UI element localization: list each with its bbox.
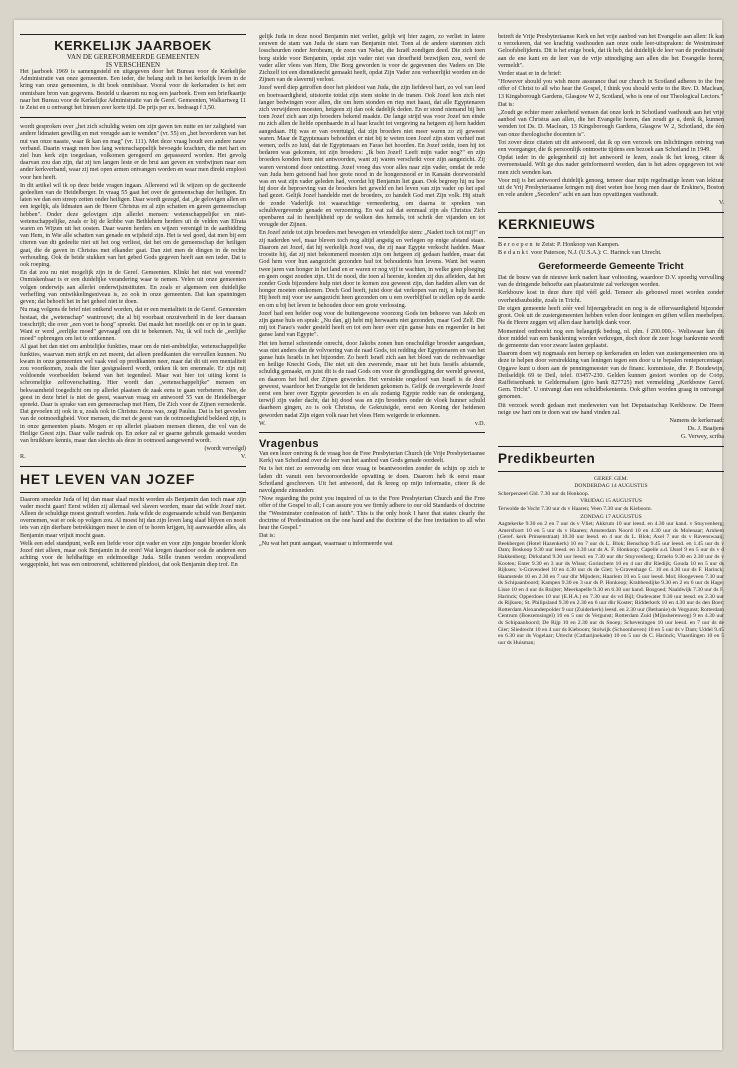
- article-paragraph: En dat zou nu niet mogelijk zijn in de Geref. Gemeenten. Klinkt het niet wat vreemd? Onmiskenbaar is er een duidelijke verandering waar te nemen. Velen uit onze gemeenten volgen onderwijs aan allerlei onderwijsinstituten. En zoals er algemeen een duidelijke verheffing van ontwikkelingsniveau is, zo ook in onze gemeenten. Dat kan spanningen geven; dat behoeft het in het geheel niet te doen.: [20, 270, 246, 306]
- jozef-paragraph: Welk een edel standpunt, welk een liefde voor zijn vader en voor zijn jongste broeder klonk Jozef niet alleen, maar ook Benjamin in de oren! Wat kregen daardoor ook de anderen een achting voor de heldhaftige en edelmoedige Juda. Stille tranen werden onopvallend weggepinkt, het was een ontroerend, schitterend pleidooi, dat ook Benjamin diep trof. En: [20, 540, 246, 569]
- vragenbus-paragraph: betreft de Vrije Presbyteriaanse Kerk en het vrije aanbod van het Evangelie aan allen: Ik kan u verzekeren, dat we krachtig vasthouden aan onze oude leer-uitspraken: de Westminster Geloofsbelijdenis. Dit is het enige boek, dat ik heb, dat duidelijk de leer van de predestinatie aan de ene kant en de leer van de vrije uitnodiging aan allen die het Evangelie horen, vermeldt".: [498, 34, 724, 69]
- jaarboek-announcement: [20, 34, 246, 118]
- jozef-paragraph: gelijk Juda in deze nood Benjamin niet verliet, gelijk wij hier zagen, zo verliet in latere eeuwen de stam van Juda de stam van Benjamin niet. Toen al de andere stammen zich losscheurden onder Jerobeam, de zoon van Nebat, die Israël zondigen deed. Die zich toen borg stelde voor Benjamin, opdat zijn vader niet van droefheid bezwijken zou, werd de vader aller vlees van Hem, Die Borg geworden is voor de gegevenen des Vaders en Die Zichzelf tot een dienstknecht gemaakt heeft, opdat Zijn Vader zou verheerlijkt worden en de Zijnen van de slavernij verlost.: [259, 34, 485, 84]
- divider: [259, 432, 485, 433]
- bedankt-label: Bedankt: [498, 249, 530, 256]
- vragenbus-paragraph: Van een lezer ontving ik de vraag hoe de Free Presbyterian Church (de Vrije Presbyteriaanse Kerk) van Schotland over de leer van het aanbod van Gods genade oordeelt.: [259, 450, 485, 465]
- article-paragraph: Nu mag volgens de brief niet ontkend worden, dat er een mentaliteit in de Geref. Gemeenten bestaat, die „wetenschap" wantrouwt; die al bij voorbaat onzuiverheid in de leer daaraan toeschrijft; die over „een voet te hoog" spreekt. Dat maakt het moeilijk om er op in te gaan. Want er werd „eerlijke moed" gevraagd om dit te bekennen. Nu, ik wil toch de „eerlijke moed" opbrengen om het te ontkennen.: [20, 307, 246, 343]
- divider: [498, 471, 724, 472]
- signature-left: R.: [20, 454, 26, 461]
- signature-right: V.: [240, 454, 246, 461]
- jozef-paragraph: Jozef werd diep getroffen door het pleidooi van Juda, die zijn liefdevol hart, zo vol van leed en boetvaardigheid, uitstortte totdat zijn stem stokte in de tranen. Ook Jozef kon zich niet langer bedwingen voor allen, die om hem stonden en riep met haast, dat alle Egyptenaren zich verwijderen moesten, hetgeen zij dan ook dadelijk deden. En er stond niemand bij hen toen Jozef zich aan zijn broeders bekend maakte. De lange strijd was voor Jozef ten einde nu zich allen de liefde openbaarde in al haar kracht tot vergeving na hetgeen zij hem hadden aangedaan. Hij was er van overtuigd, dat zijn broeders niet meer waren zo zij geweest waren. Maar de Egyptenaars behoefden er niet bij te weten toen Jozef zijn stem verhief met wenen, zelfs zo luid, dat de Egyptenaars en Farao het hoorden. En Jozef zeide, toen hij tot bedaren was gekomen, tot zijn broeders: „Ik ben Jozef! Leeft mijn vader nog?" en zijn broeders konden hem niet antwoorden, want zij waren verschrikt voor zijn aangezicht. Zij waren verstomd door ontzetting. Jozef vroeg dus voor alles naar zijn vader, omdat de rede van Juda hem getoond had hoe grote nood in de hongersnood er in Kanaän doorworsteld was en wat zijn vader geleden had, voordat hij Benjamin liet gaan. Ook begreep hij nu hoe hij door de beproeving van de broeders het geweld en het leven van zijn vader op het spel had gezet. Gelijk Jozef handelde met de broeders, zo handelt God met Zijn volk. Hij straft de zonde Vaderlijk tot waarachtige verneedering, om daarna te spreken van schuldvergevende genade en verzoening. En wat zal dat eenmaal zijn als Christus Zich openbaren zal in heerlijkheid op de wolken des hemels, tot schrik der vijanden en tot vreugde der Zijnen.: [259, 85, 485, 229]
- jozef-paragraph: En Jozef zeide tot zijn broeders met bewogen en vriendelijke stem: „Nadert toch tot mij!" en zij naderden wel, maar bleven toch nog altijd angstig en verlegen op enige afstand staan. Daarom zei Jozef, dat hij werkelijk Jozef was, die zij naar Egypte verkocht hadden. Maar troostte hij, dat zij niet bekommerd moesten zijn om hetgeen zij gedaan hadden, maar dat God hem voor hun aangezicht gezonden had tot behoudenis hun levens. Want het waren twee jaren van honger in het land en er waren er nog vijf te wachten, in welke geen ploeging en geen oogst zouden zijn. Uit de nood, die toen al heerste, konden zij dus afleiden, dat het zonder Gods bijzondere hulp niet door te komen zou geweest zijn, dan hadden allen van de honger moeten omkomen. Doch God heeft, juist door dat verkopen van mij, u hulp bereid. Hij heeft mij voor uw aangezicht heen gezonden om u een overblijfsel te stellen op de aarde en om u bij het leven te behouden door een grote verlossing.: [259, 230, 485, 309]
- signatory-1: Ds. J. Baaijens: [687, 426, 724, 433]
- divider: [498, 237, 724, 238]
- column-1: [20, 34, 246, 571]
- vragenbus-paragraph: Dat is:: [498, 101, 515, 108]
- jaarboek-body: Het jaarboek 1969 is samengesteld en uitgegeven door het Bureau voor de Kerkelijke Administratie van onze gemeenten. Een ieder, die belang stelt in het kerkelijk leven in de kring van onze gemeenten, is dit boek onmisbaar. Vooral voor de kerkeraden is het een onmisbare bron van gegevens. Besteld u daarom nu nog een jaarboek. Even een briefkaartje naar het Bureau voor de Kerkelijke Administratie van de Geref. Gemeenten, Walkartweg 11 te Zeist en u ontvangt het binnen zeer korte tijd. De prijs per ex. bedraagt f 3,50.: [20, 69, 246, 112]
- predik-org: GEREF. GEM.: [594, 475, 628, 482]
- vragenbus-signature: V.: [718, 200, 724, 207]
- beroepen-line: [498, 242, 724, 249]
- beroepen-text: te Zeist: P. Honkoop van Kampen.: [535, 241, 620, 248]
- jozef-paragraph: Jozef had een helder oog voor de buitengewone voorzorg Gods ten behoeve van Jakob en zijn ganse huis en sprak: „Nu dan, gij hebt mij herwaarts niet gezonden, maar God Zelf. Die mij tot Farao's vader gesteld heeft en tot een heer over zijn ganse huis en regeerder in het ganse land van Egypte".: [259, 310, 485, 339]
- predik-entry: Scherpenzeel Gld. 7.30 uur ds Honkoop.: [498, 490, 590, 497]
- divider: [20, 492, 246, 493]
- divider: [498, 212, 724, 213]
- jozef-signature: [259, 421, 485, 428]
- namens-line: Namens de kerkeraad:: [669, 417, 724, 424]
- vragenbus-paragraph: Verder staat er in de brief:: [498, 71, 562, 78]
- column-3: [498, 34, 724, 647]
- kerknieuws-title: KERKNIEUWS: [498, 216, 596, 232]
- predik-day: ZONDAG 17 AUGUSTUS: [580, 513, 642, 520]
- tricht-paragraph: Daarom doen wij nogmaals een beroep op kerkeraden en leden van zustergemeenten ons in deze te helpen door verstrekking van leningen tegen een door u te bepalen rentepercentage. Opgave kunt u doen aan de penningmeester van de financ. kommissie, dhr. P. Boudewijn, Deilseldijk 69 te Deil, telef. 03457-230. Gelden kunnen gestort worden op de Coöp. Raiffeisenbank te Geldermalsen (giro bank 827725) met vermelding „Kerkbouw Geref. Gem. Tricht". U ontvangt dan een schuldbekentenis. Ook giften worden graag in ontvangst genomen.: [498, 351, 724, 401]
- jaarboek-subtitle: VAN DE GEREFORMEERDE GEMEENTEN: [66, 53, 200, 61]
- vragenbus-quote: "However should you wish more assurance that our church in Scotland adheres to the free offer of Christ to all who hear the Gospel, I think you should write to the Rev. D. Maclean, 13 Kingsborough Gardens, Glasgow W 2, Scotland, who is one of our Theological Lectors.": [498, 79, 724, 100]
- tricht-paragraph: Kerkbouw kost in deze dure tijd véél geld. Temeer als gebouwd moet worden zonder overheidssubsidie, zoals in Tricht.: [498, 290, 724, 304]
- jozef-paragraph: Daarom smeekte Juda of hij dan maar slaaf mocht worden als Benjamin dan toch maar zijn vader mocht gaan! Eerst wilden zij allemaal wel slaven worden, maar dat wilde Jozef niet. Alleen de schuldige moest gestraft worden. Juda wilde de zogenaamde schuld van Benjamin overnemen, wat er ook op volgen zou. Al moest hij dan zijn leven lang slaaf blijven en nooit iets van zijn dierbare betrekkingen meer te zien of te horen krijgen, hij aanvaardde alles, als Benjamin maar vrijuit mocht gaan.: [20, 496, 246, 539]
- predik-list: Aagtekerke 9.30 en 2 en 7 uur ds v Vliet; Akkrum 10 uur leesd. en 4.30 uur kand. v Stuyvenberg; Amersfoort 10 en 5 uur ds v Haaren; Amsterdam Noord 10 en 4.30 uur ds Molenaar; Arnhem (Geref. kerk Prinsenstraat) 10.30 uur leesd. en 4 uur ds L. Blok; Axel 7 uur ds v Ravenswaaij; Beekbergen (Hotel Hazenkerk) 10 en 7 uur ds L. Blok; Benschop 9.45 uur leesd. en 1.45 uur ds v Dam; Boskoop 9.30 uur leesd. en 3.30 uur ds A. F. Honkoop; Capelle a.d. IJssel 9 en 5 uur ds v d Hakkenberg; Dirksland 9.30 uur leesd. en 7.30 uur dhr Stuyvenberg; Ermelo 9.30 en 2.30 uur ds v Kooten; Enter 9.30 en 3 uur ds Wisse; Gorinchem 10 en 4 uur dhr Riedijk; Gouda 10 en 5 uur ds Rijksen; 's-Gravendeel 10 en 4.30 uur ds de Gier; 's-Gravenhage C. 10 en 4.30 uur ds F. Harinck; Haamstede 10 en 2.30 en 7 uur dhr Mijnders; Haarlem 10 en 5 uur leesd. Mol; Hoogeveen 7.30 uur ds Schipaanboord; Kampen 9.30 en 3 uur ds P. Honkoop; Krabbendijke 9.30 en 2 en 6 uur ds Hage; Lisse 10 en 4 uur ds Ruijter; Meerkapelle 9.30 en 6.30 uur kand. Bosgoed; Naaldwijk 7.30 uur ds F. Harinck; Opperdoes 10 uur (E.H.A.) en 7.30 uur ds vd Bijl; Oudewater 9.30 uur leesd. en 2.30 uur ds Rijksen; St. Philipsland 9.30 en 2.30 en 6 uur dhr Koster; Ridderkerk 10 en 4.30 uur ds den Boer; Rotterdam Alexanderpolder 9 uur (Zuiderkerk) leesd. en 2.30 uur (Bethanie) ds Vergunst; Rotterdam Centrum (Boezemsingel) 10 en 5 uur ds Vergunst; Rotterdam Zuid (Mijnsherenweg) 9 en 4.30 uur ds Schipaanboord; De Rijp 10 en 2.30 uur ds Snoep; Scheveningen 10 uur leesd. en 7 uur ds de Gier; Sliedrecht 10 en 4 uur ds Kieboom; Stolwijk (Schoonhoven) 10 en 5 uur ds v Dam; Uddel 9.45 en 6.30 uur ds Vogelaar; Utrecht (Catharijnekade) 10 en 5 uur ds C. Harinck; Vlaardingen 10 en 5 uur ds Huisman;: [498, 521, 724, 646]
- vragenbus-paragraph: Dat is:: [259, 533, 276, 540]
- tricht-title: Gereformeerde Gemeente Tricht: [538, 261, 684, 273]
- tricht-paragraph: De eigen gemeente heeft zéér veel bijeengebracht en nog is de offervaardigheid bijzonder groot. Ook uit de zustergemeenten hebben velen door leningen en giften willen meehelpen. Na de Heere zeggen wij allen daar hartelijk dank voor.: [498, 305, 724, 327]
- beroepen-label: Beroepen: [498, 241, 535, 248]
- bedankt-line: [498, 250, 724, 257]
- jaarboek-title: KERKELIJK JAARBOEK: [54, 38, 212, 53]
- signatory-2: G. Verwey, scriba: [680, 434, 724, 441]
- signature-right: v.D.: [474, 420, 485, 427]
- tricht-paragraph: Dit verzoek wordt gedaan met medeweten van het Deputaatschap Kerkbouw. De Heere neige uw hart om te doen wat uw hand vinden zal.: [498, 402, 724, 416]
- newspaper-page: [14, 20, 722, 1050]
- vragenbus-paragraph: Tot zover deze citaten uit dit antwoord, dat ik op een verzoek om inlichtingen ontving van een voorganger, die ik persoonlijk ontmoette tijdens een bezoek aan Schotland in 1949.: [498, 139, 724, 154]
- vragenbus-quote: "Now regarding the point you inquired of us to the Free Presbyterian Church and the Free offer of the Gospel to all; I can assure you we firmly adhere to our old Standards of doctrine the "Westminster confession of faith". This is the only book I have that states clearly the doctrine of Predestination on the one hand and the doctrine of the free invitation to all who hear the Gospel.": [259, 496, 485, 531]
- tricht-paragraph: Dat de bouw van de nieuwe kerk nadert haar voltooiing, waardoor D.V. spoedig vervulling van de dringende behoefte aan plaatsruimte zal verkregen worden.: [498, 275, 724, 289]
- vragenbus-title: Vragenbus: [259, 437, 319, 450]
- vragenbus-paragraph: Opdat ieder in de gelegenheid zij het antwoord te lezen, zoals ik het kreeg, citeer ik overeenstaald. Wilt ge dus nader geïnformeerd worden, dan is het adres opgegeven tot wie men zich wenden kan.: [498, 155, 724, 176]
- vragenbus-paragraph: „Nu wat het punt aangaat, waarnaar u informeerde wat: [259, 541, 393, 548]
- continued-note: (wordt vervolgd): [204, 446, 246, 453]
- predikbeurten-title: Predikbeurten: [498, 450, 596, 466]
- predik-entry: Terwolde de Vecht 7.30 uur ds v Haaren; Veen 7.30 uur ds Kieboom.: [498, 505, 652, 512]
- bedankt-text: voor Paterson, N.J. (U.S.A.): C. Harinck van Utrecht.: [531, 249, 662, 256]
- signature-left: W.: [259, 420, 266, 427]
- column-2: [259, 34, 485, 550]
- jozef-title: HET LEVEN VAN JOZEF: [20, 470, 196, 487]
- article-paragraph: wordt gesproken over „het zich schuldig weten om zijn gaven ten nutte en ter zaligheid van andere lidmaten gewillig en met vreugde aan te wenden" (vr. 55) en „het bevorderen van het nut van onze naaste, waar ik kan en mag" (vr. 111). Met deze vraag houdt een andere nauw verband. Daarin vraagt men hoe lang wetenschappelijk bevoegde krachten, die met hart en ziel hun kerk zijn toegedaan, volkomen geregeerd en gepasseerd worden. Het gevolg daarvan zou dan zijn, dat zij ten langen leste er de brui aan geven en verdwijnen naar een ander kerkverband, waar zij met open armen ontvangen worden en waar men direkt emplooi voor hen heeft.: [20, 124, 246, 181]
- vragenbus-paragraph: Voor mij is het antwoord duidelijk genoeg, temeer daar mijn regelmatige lezen van lektuur uit de Vrij Presbyteriaanse kringen mij doet weten hoe hoog men daar de Erskine's, Boston en vele andere „Seceders" acht en aan hun opvattingen vasthoudt.: [498, 177, 724, 199]
- vragenbus-paragraph: „Zoudt ge echter meer zekerheid wensen dat onze kerk in Schotland vasthoudt aan het vrije aanbod van Christus aan allen, die het Evangelie horen, dan zoudt ge u, denk ik, kunnen wenden tot Ds. D. Maclean, 13 Kingsborough Gardens, Glasgow W 2, Schotland, die één van onze theologische docenten is".: [498, 110, 724, 138]
- article-paragraph: In dit artikel wil ik op deze beide vragen ingaan. Allereerst wil ik wijzen op de geciteerde gedeelten van de Heidelberger. In vraag 55 gaat het over de gemeenschap der heiligen. En laten we dan een streep zetten onder heiligen. Daar wordt gezegd, dat „de gelovigen allen en een iegelijk, als lidmaten aan de Heere Christus en al zijn schatten en gaven gemeenschap hebben". Onder deze gelovigen zijn allerlei mensen: wetenschappelijke en niet-wetenschappelijke, zoals er bij de kribbe van Bethlehem herders uit de velden van Efrata waren en Wijzen uit het oosten. Daar waren herders en wijzen verenigd in de aanbidding van Hem, in Wie alle schatten van genade en wijsheid zijn. Het is wel goed, dat men bij een citeren van dit gedeelte niet uit het oog verliest, dat het om de gemeenschap der heiligen gaat, die de gaven in Christus met elkander gaat. Dan ziet men de dingen in de rechte verhouding. Ook de beide stukken van het gebed Gods gegeven heeft aan een ieder. Dat is ook roeping.: [20, 182, 246, 269]
- predik-day: VRIJDAG 15 AUGUSTUS: [580, 498, 642, 505]
- jozef-paragraph: Het ten hemel schreiende onrecht, door Jakobs zonen hun onschuldige broeder aangedaan, was niet anders dan de volvoering van de raad Gods, tot redding der Egyptenaren en van het ganse huis Israëls in het bijzonder. Zo heeft Israël zich aan het bloed van de rechtvaardige en heilige Knecht Gods, Die niet uit den zwerende, maar uit het huis Israëls afstamde, schuldig gemaakt, en juist dit is de raad Gods om voor de grondlegging der wereld geweest, en daarom het heil der Zijnen geworden. Het verstokte ongeloof van Israël is de deur geweest, waardoor het Evangelie tot de heidenen gekomen is. Gelijk de overgeleverde Jozef eerst een heer over Egypte geworden is en als zodanig Egypte redde van de ondergang, terwijl zijn vader dacht, dat hij dood was en zijn broeders onder de vloek hunner schuld daarheen gingen, zo is ook Christus, de Gekruisigde, eerst een Koning der heidenen geworden nadat Zijn eigen volk naar het vlees Hem weigerde te erkennen.: [259, 340, 485, 419]
- divider: [498, 446, 724, 447]
- jaarboek-subtitle-2: IS VERSCHENEN: [105, 61, 161, 69]
- divider: [20, 466, 246, 467]
- predik-day: DONDERDAG 14 AUGUSTUS: [574, 483, 648, 490]
- article-paragraph: Al gaat het dan niet om ambtelijke funkties, maar om de niet-ambtelijke, wetenschappelijke funkties, waarvan men strijk en zet meent, dat alleen predikanten die vervullen kunnen. Nu kwam in onze gemeenten wel vaak veel op predikanten neer, maar dat dit uit een mentaliteit zou voortkomen, zoals die hier gesignaleerd wordt, ontken ik ten enenmale. Er zijn mij voldoende voorbeelden bekend van het tegendeel. Maar wat hier tot uiting komt is schromelijke zelfoverschatting. Hier wordt dan „wetenschappelijke" mensen en bekwaamheid toegedicht om op allerlei plaatsen de zaak eens te gaan verbeteren. Nee, de geest in deze brief is niet de geest, waarvan vraag en antwoord 55 van de Heidelberger spreekt. Daar is sprake van een gemeenschap met Hem, De Zich voor de Zijnen vernederde. Dat gevoelen zij ook in u, zoals ook in Christus Jezus was, zegt Paulus. Dat is het gevoelen van de ootmoedigheid. Voor mensen, die met de geest van de ootmoedigheid bekleed zijn, is in onze gemeenten plaats. Mogen er op allerlei plaatsen mensen dienen, die vol van de Heilige Geest zijn. Daar valle nadruk op. En zeker zal er gaarne gebruik gemaakt worden van bruikbare kennis, maar dan slechts als deze in ootmoed aangewend wordt.: [20, 344, 246, 444]
- article-signature: [20, 454, 246, 461]
- vragenbus-paragraph: Nu is het niet zo eenvoudig om deze vraag te beantwoorden zonder de schijn op zich te laden dit vanuit een bevooroordeelde opvatting te doen. Daarom heb ik eerst maar Schotland geschreven. Uit het antwoord, dat ik kreeg op mijn informatie, citeer ik de navolgende zinsneden:: [259, 466, 485, 494]
- tricht-paragraph: Momenteel ontbreekt nog een belangrijk bedrag, nl. plm. f 200.000,-. Weliswaar kan dit door middel van een banklening worden verkregen, doch door de zeer hoge bankrente wordt de gemeente dan voor zware lasten geplaatst.: [498, 328, 724, 349]
